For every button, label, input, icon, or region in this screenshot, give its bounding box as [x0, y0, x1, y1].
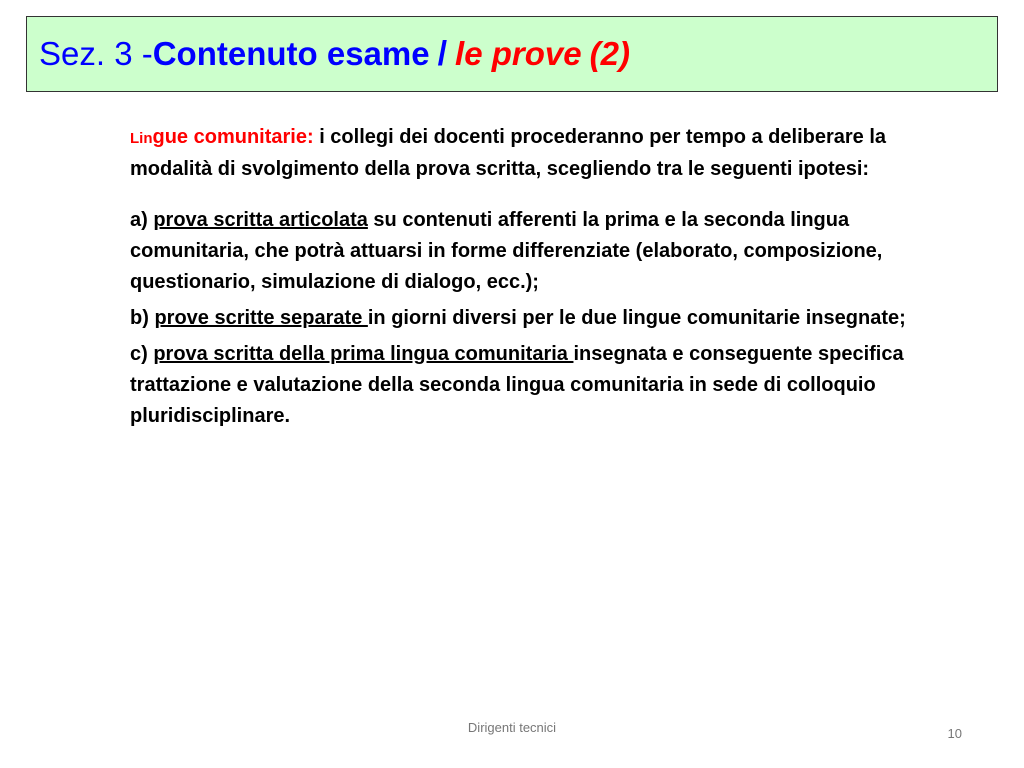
option-a [130, 205, 966, 298]
option-c [130, 339, 966, 432]
option-b [130, 303, 966, 334]
title-slash: / [437, 34, 448, 73]
option-a-text: su contenuti afferenti la prima e la seconda lingua comunitaria, che potrà attuarsi in forme differenziate (elaborato, composizione, questionario, simulazione di dialogo, ecc.); [130, 209, 883, 293]
page-number: 10 [947, 726, 962, 741]
title-box [26, 16, 998, 92]
option-a-marker: a) [130, 209, 154, 231]
option-b-text: in giorni diversi per le due lingue comunitarie insegnate; [367, 307, 906, 329]
intro-lead-small: Lin [130, 130, 153, 147]
option-c-text: insegnata e conseguente specifica trattazione e valutazione della seconda lingua comunitaria in sede di colloquio pluridisciplinare. [130, 343, 904, 427]
option-b-underlined: prove scritte separate [154, 307, 368, 329]
intro-paragraph [130, 122, 966, 185]
option-c-underlined: prova scritta della prima lingua comunitaria [153, 343, 574, 365]
option-b-marker: b) [130, 307, 155, 329]
title-prefix: Sez. 3 - [39, 35, 153, 72]
intro-lead: gue comunitarie: [152, 126, 314, 148]
footer-label: Dirigenti tecnici [467, 720, 557, 735]
intro-text: i collegi dei docenti procederanno per tempo a deliberare la modalità di svolgimento della prova scritta, scegliendo tra le seguenti ipotesi: [130, 126, 887, 180]
slide-body [130, 122, 966, 432]
title-sub: le prove [455, 35, 582, 72]
option-c-marker: c) [130, 343, 154, 365]
option-a-underlined: prova scritta articolata [153, 209, 368, 231]
title-number: (2) [589, 35, 630, 72]
title-main: Contenuto esame [152, 35, 430, 72]
